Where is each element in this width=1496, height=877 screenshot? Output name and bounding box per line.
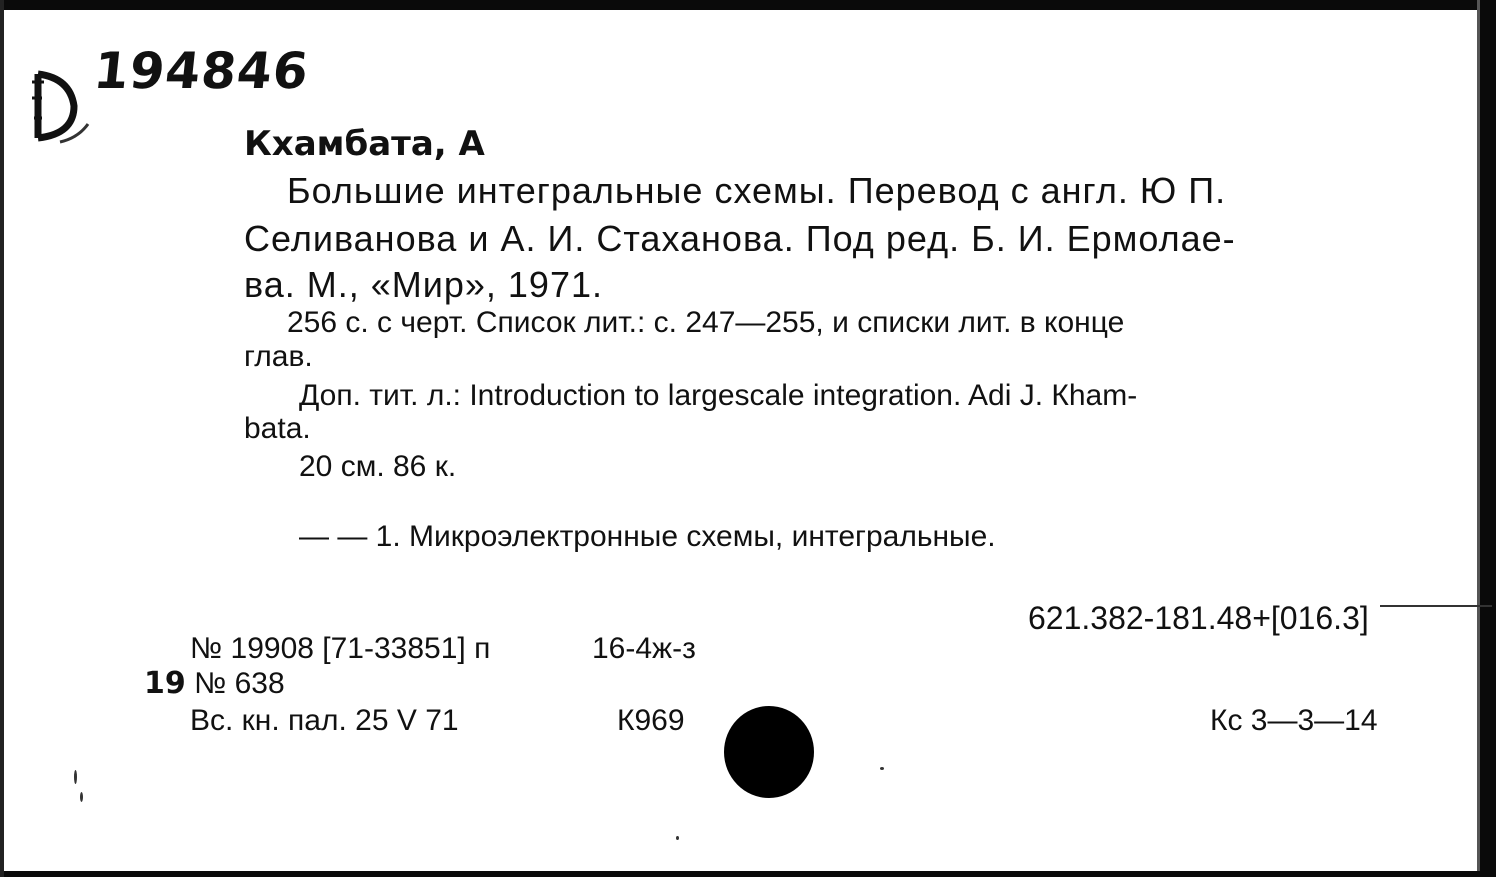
speck-2 (676, 836, 679, 840)
author: Кхамбата, А (244, 124, 485, 164)
description-line-5: 20 см. 86 к. (299, 450, 457, 483)
print-code: 16-4ж-з (592, 632, 696, 665)
punch-hole (724, 706, 814, 798)
description-line-1: 256 с. с черт. Список лит.: с. 247—255, и списки лит. в конце (287, 306, 1125, 339)
cutter-number: К969 (617, 704, 685, 737)
inventory-number: 194846 (90, 42, 312, 100)
card-edge-left (0, 0, 4, 877)
udc-code: 621.382-181.48+[016.3] (1028, 600, 1369, 636)
description-line-2: глав. (244, 340, 313, 373)
subject-heading: — — 1. Микроэлектронные схемы, интегральные. (299, 520, 996, 553)
description-line-4: bata. (244, 412, 311, 445)
card-number: № 638 (194, 667, 285, 700)
title-line-1: Большие интегральные схемы. Перевод с англ. Ю П. (287, 170, 1227, 211)
classification: Кс 3—3—14 (1210, 704, 1378, 737)
card-edge-right-inner (1477, 0, 1480, 877)
description-line-3: Доп. тит. л.: Introduction to largescale integration. Adi J. Кham- (299, 379, 1138, 412)
card-number-row (144, 666, 285, 701)
record-number: № 19908 [71-33851] п (190, 632, 491, 665)
speck-3 (74, 770, 77, 784)
title-line-2: Селиванова и А. И. Стаханова. Под ред. Б. И. Ермолае- (244, 218, 1236, 259)
udc-underline (1380, 605, 1492, 607)
year-prefix: 19 (144, 666, 186, 701)
card-edge-top (0, 0, 1496, 10)
speck-4 (80, 792, 83, 802)
library-stamp-icon (30, 68, 92, 150)
card-edge-right (1480, 0, 1496, 877)
title-line-3: ва. М., «Мир», 1971. (244, 264, 603, 305)
chamber-date: Вс. кн. пал. 25 V 71 (190, 704, 459, 737)
card-edge-bottom (0, 871, 1496, 877)
speck-1 (880, 767, 884, 770)
